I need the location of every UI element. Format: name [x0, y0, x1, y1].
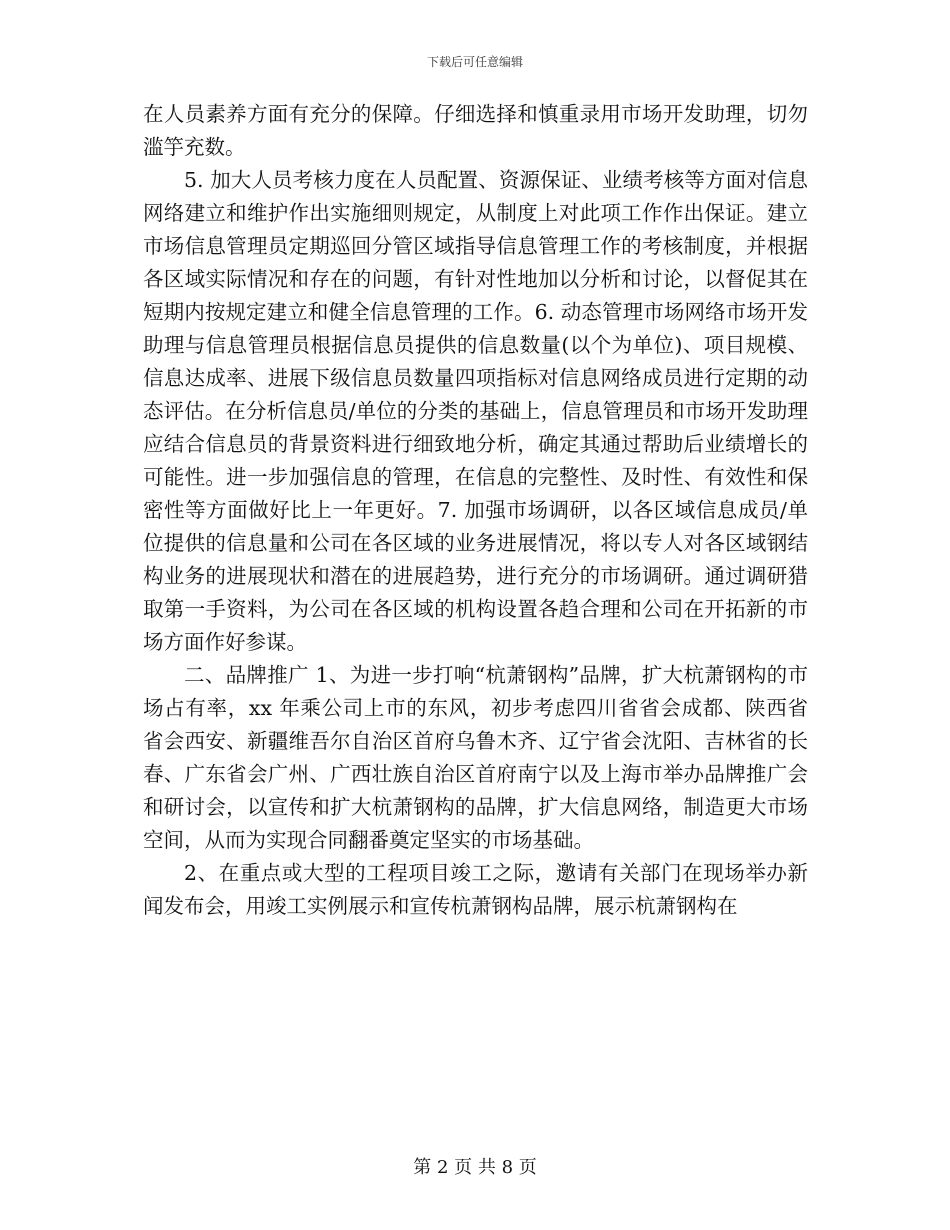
paragraph-1: 在人员素养方面有充分的保障。仔细选择和慎重录用市场开发助理，切勿滥竽充数。 — [143, 102, 808, 159]
page-number-footer: 第 2 页 共 8 页 — [413, 1157, 537, 1178]
page-header-note: 下载后可任意编辑 — [426, 55, 523, 69]
paragraph-2: 5. 加大人员考核力度在人员配置、资源保证、业绩考核等方面对信息网络建立和维护作出实施细则规定，从制度上对此项工作作出保证。建立市场信息管理员定期巡回分管区域指导信息管理工作的考核制度，并根据各区域实际情况和存在的问题，有针对性地加以分析和讨论，以督促其在短期内按规定建立和健全信息管理的工作。6. 动态管理市场网络市场开发助理与信息管理员根据信息员提供的信息数量(以个为单位)、项目规模、信息达成率、进展下级信息员数量四项指标对信息网络成员进行定期的动态评估。在分析信息员/单位的分类的基础上，信息管理员和市场开发助理应结合信息员的背景资料进行细致地分析，确定其通过帮助后业绩增长的可能性。进一步加强信息的管理，在信息的完整性、及时性、有效性和保密性等方面做好比上一年更好。7. 加强市场调研，以各区域信息成员/单位提供的信息量和公司在各区域的业务进展情况，将以专人对各区域钢结构业务的进展现状和潜在的进展趋势，进行充分的市场调研。通过调研猎取第一手资料，为公司在各区域的机构设置各趋合理和公司在开拓新的市场方面作好参谋。 — [143, 168, 808, 654]
paragraph-3: 二、品牌推广 1、为进一步打响“杭萧钢构”品牌，扩大杭萧钢构的市场占有率，xx 年乘公司上市的东风，初步考虑四川省省会成都、陕西省省会西安、新疆维吾尔自治区首府乌鲁木齐、辽宁省会沈阳、吉林省的长春、广东省会广州、广西壮族自治区首府南宁以及上海市举办品牌推广会和研讨会，以宣传和扩大杭萧钢构的品牌，扩大信息网络，制造更大市场空间，从而为实现合同翻番奠定坚实的市场基础。 — [143, 663, 808, 852]
document-body — [143, 98, 808, 923]
paragraph-4: 2、在重点或大型的工程项目竣工之际，邀请有关部门在现场举办新闻发布会，用竣工实例展示和宣传杭萧钢构品牌，展示杭萧钢构在 — [143, 861, 808, 918]
